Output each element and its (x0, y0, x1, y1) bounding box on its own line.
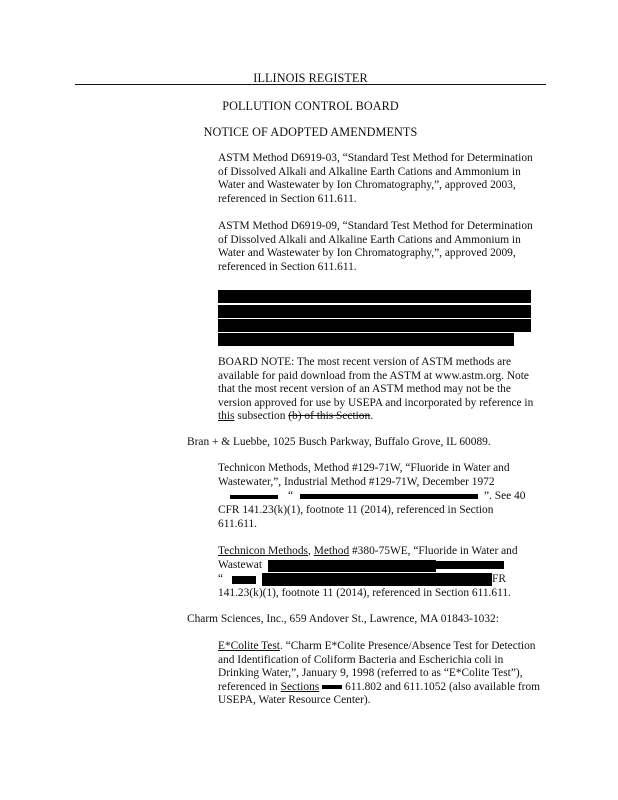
technicon-129-line: 611.611. (218, 518, 258, 530)
technicon-129-line: CFR 141.23(k)(1), footnote 11 (2014), referenced in Section (218, 504, 494, 516)
ecolite-text: “Charm E*Colite Presence/Absence Test for Detection and Identification of Coliform Bacteria and Escherichia coli in Drinking Water,”, January 9, 1998 (referred to as “E*Colite Test”), referenced in (218, 640, 536, 693)
ecolite-tail: 611.802 and 611.1052 (also available from USEPA, Water Resource Center). (218, 680, 541, 706)
redaction-bar (300, 494, 478, 499)
charm-sciences-entry: Charm Sciences, Inc., 659 Andover St., Lawrence, MA 01843-1032: (187, 613, 499, 625)
inserted-text: Method (313, 545, 350, 557)
redaction-bar (218, 333, 514, 346)
astm-d6919-09-entry: ASTM Method D6919-09, “Standard Test Method for Determination of Dissolved Alkali and Alkaline Earth Cations and Ammonium in Water and Wastewater by Ion Chromatography,”, approved 2009, referenced in Section 611.611. (218, 220, 533, 273)
redaction-bar (218, 290, 531, 303)
board-note-end: . (370, 410, 374, 422)
inserted-text: Sections (280, 680, 320, 693)
deleted-text: (b) of this Section (288, 410, 371, 422)
astm-d6919-03-entry: ASTM Method D6919-03, “Standard Test Method for Determination of Dissolved Alkali and Alkaline Earth Cations and Ammonium in Water and Wastewater by Ion Chromatography,”, approved 2003, referenced in Section 611.611. (218, 152, 533, 205)
redaction-bar (230, 495, 278, 499)
technicon-129-line-close: ”. See 40 (484, 490, 526, 502)
technicon-129-line: Technicon Methods, Method #129-71W, “Fluoride in Water and (218, 462, 510, 474)
technicon-380-line (218, 545, 544, 559)
technicon-129-line: Wastewater,”, Industrial Method #129-71W, December 1972 (218, 476, 495, 488)
technicon-380-fr: FR (492, 573, 506, 585)
bran-luebbe-entry: Bran + & Luebbe, 1025 Busch Parkway, Buffalo Grove, IL 60089. (187, 436, 491, 448)
redaction-bar (232, 576, 256, 584)
technicon-380-line: Wastewat (218, 559, 262, 571)
redaction-bar (322, 685, 342, 689)
redaction-bar (218, 305, 531, 318)
notice-title: NOTICE OF ADOPTED AMENDMENTS (203, 125, 418, 139)
board-note (218, 356, 544, 424)
technicon-129-line-open: “ (288, 490, 294, 502)
redaction-bar (262, 573, 492, 586)
technicon-380-sep: , (308, 545, 314, 557)
board-title: POLLUTION CONTROL BOARD (222, 99, 399, 113)
redaction-bar (268, 560, 436, 572)
inserted-text: E*Colite Test (218, 640, 280, 652)
redaction-bar (436, 561, 504, 569)
ecolite-dot: . (279, 640, 283, 652)
redaction-bar (218, 319, 531, 332)
inserted-text: this (218, 410, 235, 422)
technicon-380-line: 141.23(k)(1), footnote 11 (2014), referenced in Section 611.611. (218, 587, 511, 599)
register-title: ILLINOIS REGISTER (253, 71, 368, 85)
board-note-text: BOARD NOTE: The most recent version of ASTM methods are available for paid download from the ASTM at www.astm.org. Note that the most recent version of an ASTM method may not be the version approved for use by USEPA and incorporated by reference in (218, 356, 534, 409)
board-note-mid: subsection (234, 410, 289, 422)
technicon-380-open: “ (218, 573, 224, 585)
technicon-380-rest: #380-75WE, “Fluoride in Water and (349, 545, 518, 557)
ecolite-entry (218, 640, 544, 708)
inserted-text: Technicon Methods (218, 545, 308, 557)
